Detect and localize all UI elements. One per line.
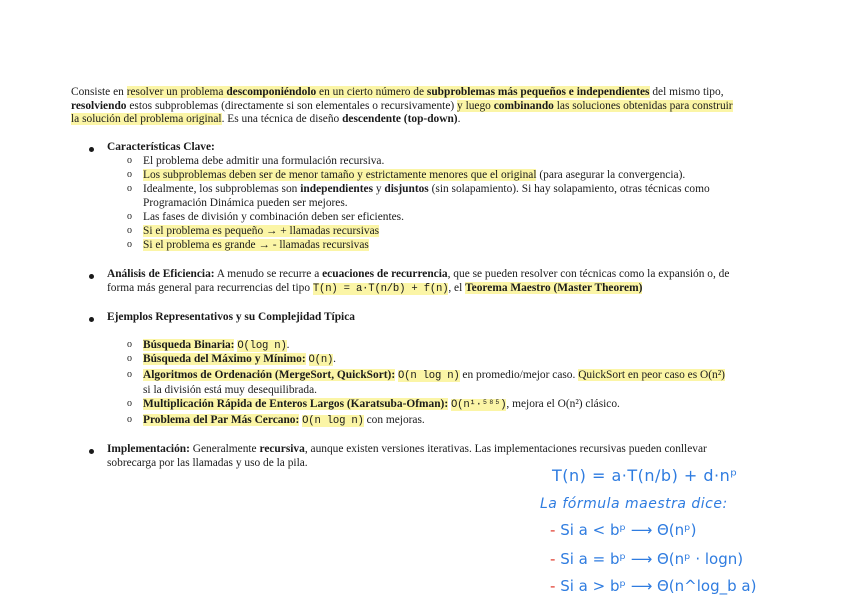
ejemplo-complexity: O(n) [308, 354, 334, 366]
caracteristica-item [143, 183, 783, 210]
ejemplo-complexity: O(n log n) [302, 415, 364, 427]
item-text: Programación Dinámica pueden ser mejores. [143, 196, 348, 209]
intro-bold: combinando [493, 99, 554, 112]
ejemplo-complexity: O(n log n) [398, 370, 460, 382]
analisis-text: , que se pueden resolver con técnicas como la expansión o, de [447, 268, 730, 280]
intro-bold: subproblemas más pequeños e independientes [426, 86, 650, 98]
ejemplo-text: . [286, 339, 290, 351]
sub-bullet: o [127, 155, 132, 166]
case-dash: - [550, 521, 556, 539]
item-text: (sin solapamiento). Si hay solapamiento, otras técnicas como [428, 183, 710, 195]
item-highlight: Si el problema es pequeño → + llamadas recursivas [143, 225, 380, 237]
caracteristica-item [143, 169, 783, 183]
caracteristica-item [143, 225, 379, 239]
item-bold: independientes [300, 183, 374, 195]
sub-bullet: o [127, 398, 132, 409]
caracteristica-item [143, 239, 369, 253]
handwritten-case [550, 577, 756, 595]
ejemplo-label: Multiplicación Rápida de Enteros Largos (Karatsuba-Ofman): [143, 398, 449, 410]
implementacion-title: Implementación: [107, 443, 190, 455]
bullet-dot [89, 449, 94, 454]
case-result: Θ(n^log_b a) [656, 577, 757, 595]
intro-highlight: en un cierto número de [316, 86, 427, 98]
intro-bold: descomponiéndolo [226, 86, 317, 98]
arrow-icon: ⟶ [630, 577, 653, 595]
handwritten-equation: T(n) = a·T(n/b) + d·nᵖ [552, 466, 738, 485]
ejemplo-item [143, 353, 336, 368]
case-condition: Si a > bᵖ [560, 577, 626, 595]
intro-highlight: la solución del problema original [71, 113, 222, 126]
ejemplo-text: en promedio/mejor caso. [459, 369, 579, 381]
case-result: Θ(nᵖ · logn) [656, 550, 744, 568]
analisis-text: , el [448, 281, 466, 294]
ejemplo-label: Problema del Par Más Cercano: [143, 414, 300, 426]
caracteristica-item: Las fases de división y combinación deben ser eficientes. [143, 211, 404, 223]
ejemplos-title: Ejemplos Representativos y su Complejidad Típica [107, 311, 355, 323]
item-highlight: Los subproblemas deben ser de menor tamaño y estrictamente menores que el original [143, 169, 537, 181]
sub-bullet: o [127, 169, 132, 180]
intro-text: . Es una técnica de diseño [221, 113, 343, 126]
analisis-paragraph [107, 268, 777, 296]
handwritten-heading: La fórmula maestra dice: [540, 496, 728, 512]
ejemplo-text: , mejora el O(n²) clásico. [506, 398, 620, 410]
analisis-text: forma más general para recurrencias del tipo [107, 281, 313, 294]
caracteristicas-title: Características Clave: [107, 141, 215, 153]
ejemplo-label: Algoritmos de Ordenación (MergeSort, QuickSort): [143, 369, 396, 381]
analisis-text: A menudo se recurre a [214, 268, 323, 280]
recurrence-formula: T(n) = a·T(n/b) + f(n) [312, 282, 449, 295]
case-dash: - [550, 577, 556, 595]
handwritten-case [550, 521, 696, 539]
arrow-icon: ⟶ [630, 550, 653, 568]
ejemplo-text: con mejoras. [363, 414, 425, 426]
arrow-icon: ⟶ [630, 521, 653, 539]
analisis-bold: ecuaciones de recurrencia [322, 268, 448, 280]
item-text: y [373, 183, 385, 195]
intro-text: . [457, 113, 461, 126]
item-text: (para asegurar la convergencia). [536, 169, 686, 181]
bullet-dot [89, 274, 94, 279]
ejemplo-label: Búsqueda del Máximo y Mínimo: [143, 353, 306, 365]
analisis-title: Análisis de Eficiencia: [107, 268, 215, 280]
implementacion-text: Generalmente [189, 443, 260, 455]
ejemplo-item [143, 339, 289, 354]
sub-bullet: o [127, 339, 132, 350]
ejemplo-item [143, 414, 425, 429]
intro-highlight: las soluciones obtenidas para construir [553, 99, 733, 112]
sub-bullet: o [127, 414, 132, 425]
handwritten-case [550, 550, 743, 568]
sub-bullet: o [127, 225, 132, 236]
case-result: Θ(nᵖ) [656, 521, 697, 539]
case-dash: - [550, 550, 556, 568]
item-highlight: Si el problema es grande → - llamadas recursivas [143, 239, 369, 251]
intro-highlight: y luego [457, 99, 494, 112]
case-condition: Si a < bᵖ [560, 521, 626, 539]
ejemplo-complexity: O(log n) [237, 340, 287, 352]
bullet-dot [89, 147, 94, 152]
intro-bold: resolviendo [71, 99, 127, 112]
case-condition: Si a = bᵖ [560, 550, 626, 568]
implementacion-text: , aunque existen versiones iterativas. Las implementaciones recursivas pueden conllevar [304, 443, 707, 455]
sub-bullet: o [127, 183, 132, 194]
bullet-dot [89, 317, 94, 322]
implementacion-text: sobrecarga por las llamadas y uso de la pila. [107, 456, 308, 469]
intro-bold: descendente (top-down) [342, 113, 458, 126]
item-bold: disjuntos [384, 183, 429, 195]
sub-bullet: o [127, 211, 132, 222]
sub-bullet: o [127, 353, 132, 364]
implementacion-bold: recursiva [259, 443, 305, 455]
ejemplo-item [143, 398, 620, 413]
ejemplo-label: Búsqueda Binaria: [143, 339, 235, 351]
sub-bullet: o [127, 239, 132, 250]
intro-paragraph [71, 86, 781, 127]
master-theorem-label: Teorema Maestro (Master Theorem) [465, 281, 643, 294]
item-text: Idealmente, los subproblemas son [143, 183, 301, 195]
ejemplo-text: si la división está muy desequilibrada. [143, 383, 317, 396]
intro-highlight: resolver un problema [126, 86, 227, 98]
ejemplo-highlight: QuickSort en peor caso es O(n²) [578, 369, 725, 381]
intro-text: del mismo tipo, [649, 86, 724, 98]
ejemplo-text: . [333, 353, 337, 365]
caracteristica-item: El problema debe admitir una formulación recursiva. [143, 155, 385, 167]
ejemplo-complexity: O(n¹·⁵⁸⁵) [451, 399, 507, 411]
intro-text: estos subproblemas (directamente si son elementales o recursivamente) [126, 99, 458, 112]
sub-bullet: o [127, 369, 132, 380]
ejemplo-item [143, 369, 783, 397]
intro-text: Consiste en [71, 86, 127, 98]
